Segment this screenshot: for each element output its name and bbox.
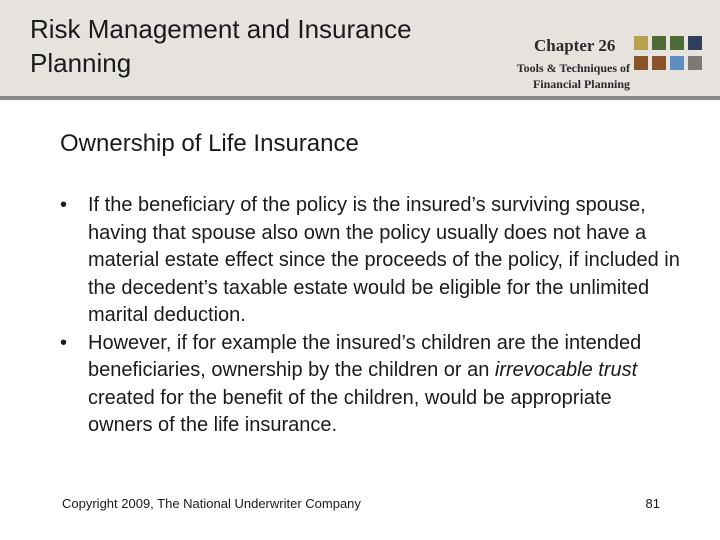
square-r2-c1 (634, 56, 648, 70)
square-r2-c3 (670, 56, 684, 70)
slide-heading: Ownership of Life Insurance (60, 130, 359, 157)
square-r1-c2 (652, 36, 666, 50)
bullet-list (60, 192, 680, 440)
square-r1-c3 (670, 36, 684, 50)
bullet-text-after: created for the benefit of the children, would be appropriate owners of the life insurance. (88, 386, 612, 436)
book-subtitle: Tools & Techniques of Financial Planning (516, 61, 630, 91)
page-number: 81 (645, 496, 660, 511)
chapter-label: Chapter 26 (534, 36, 616, 55)
copyright-footer: Copyright 2009, The National Underwriter Company (62, 496, 361, 511)
square-r2-c4 (688, 56, 702, 70)
square-r1-c4 (688, 36, 702, 50)
square-r2-c2 (652, 56, 666, 70)
square-r1-c1 (634, 36, 648, 50)
bullet-item-2 (60, 330, 680, 440)
bullet-marker: • (60, 331, 68, 354)
presentation-title: Risk Management and Insurance Planning (30, 14, 412, 78)
decorative-squares (634, 36, 714, 72)
bullet-emphasis: irrevocable trust (494, 359, 638, 381)
bullet-text-before: However, if for example the insured’s children are the intended beneficiaries, ownership by the children or an (88, 331, 642, 381)
bullet-item-1 (60, 192, 680, 330)
header-divider (0, 96, 720, 100)
bullet-text: If the beneficiary of the policy is the insured’s surviving spouse, having that spouse also own the policy usually does not have a material estate effect since the proceeds of the policy, if included in the decedent’s taxable estate would be eligible for the unlimited marital deduction. (88, 194, 680, 326)
bullet-marker: • (60, 194, 68, 216)
